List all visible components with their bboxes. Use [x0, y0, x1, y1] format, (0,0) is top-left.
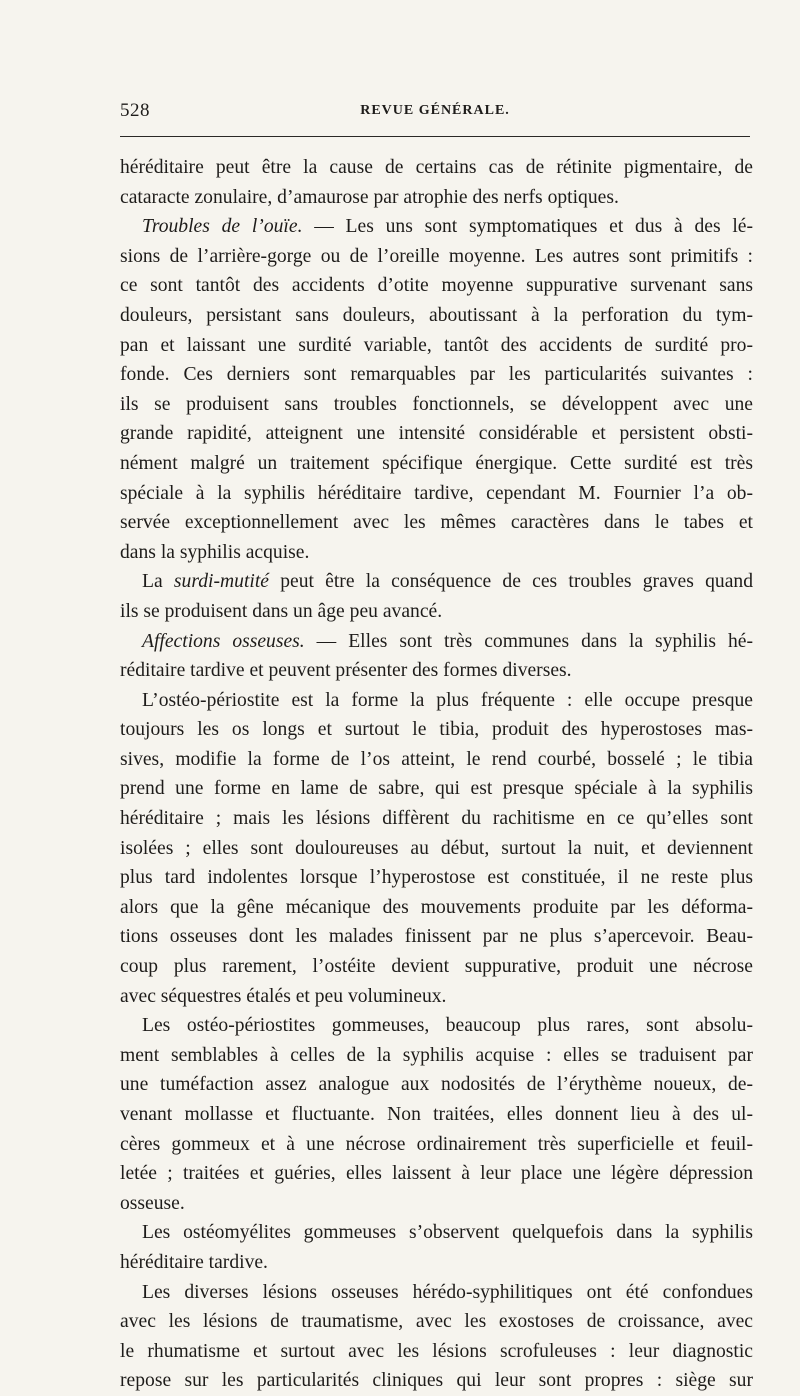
text-line: ce sont tantôt des accidents d’otite moyenne suppurative survenant sans	[120, 275, 753, 297]
text-line: sives, modifie la forme de l’os atteint, le rend courbé, bosselé ; le tibia	[120, 748, 753, 770]
text-line: héréditaire peut être la cause de certains cas de rétinite pigmentaire, de	[120, 157, 753, 178]
text-line: héréditaire tardive.	[120, 1251, 268, 1273]
text-run: — Elles sont très communes dans la syphilis hé-	[304, 630, 753, 652]
text-run: peut être la conséquence de ces troubles graves quand	[268, 571, 753, 593]
text-line: isolées ; elles sont douloureuses au début, surtout la nuit, et deviennent	[120, 837, 753, 859]
text-line: une tuméfaction assez analogue aux nodosités de l’érythème noueux, de-	[120, 1074, 753, 1096]
header-rule	[120, 136, 750, 137]
text-line: grande rapidité, atteignent une intensité considérable et persistent obsti-	[120, 423, 753, 445]
text-line: sions de l’arrière-gorge ou de l’oreille moyenne. Les autres sont primitifs :	[120, 245, 753, 267]
text-line-paragraph-start	[120, 567, 753, 597]
text-line: avec séquestres étalés et peu volumineux.	[120, 985, 447, 1007]
text-run: La	[142, 571, 174, 593]
section-title-ear-disorders: Troubles de l’ouïe.	[142, 216, 303, 238]
text-line: coup plus rarement, l’ostéite devient suppurative, produit une nécrose	[120, 956, 753, 978]
text-line: plus tard indolentes lorsque l’hyperostose est constituée, il ne reste plus	[120, 867, 753, 889]
text-line: spéciale à la syphilis héréditaire tardive, cependant M. Fournier l’a ob-	[120, 482, 753, 504]
running-title: REVUE GÉNÉRALE.	[360, 103, 510, 118]
text-line: ils se produisent dans un âge peu avancé.	[120, 600, 443, 622]
text-line: le rhumatisme et surtout avec les lésions scrofuleuses : leur diagnostic	[120, 1340, 753, 1362]
text-line-section-heading	[120, 212, 753, 242]
text-line-section-heading	[120, 627, 753, 657]
text-line: avec les lésions de traumatisme, avec les exostoses de croissance, avec	[120, 1311, 753, 1333]
text-line: cataracte zonulaire, d’amaurose par atrophie des nerfs optiques.	[120, 186, 619, 208]
section-title-bone-disorders: Affections osseuses.	[142, 630, 305, 652]
text-line: servée exceptionnellement avec les mêmes caractères dans le tabes et	[120, 512, 753, 534]
page-number: 528	[120, 100, 150, 121]
text-line: toujours les os longs et surtout le tibia, produit des hyperostoses mas-	[120, 719, 753, 741]
text-line: ils se produisent sans troubles fonctionnels, se développent avec une	[120, 393, 753, 415]
body-text	[120, 153, 753, 1396]
text-line: osseuse.	[120, 1192, 185, 1214]
text-line-paragraph-start: Les diverses lésions osseuses hérédo-syphilitiques ont été confondues	[142, 1281, 753, 1303]
text-line: tions osseuses dont les malades finissent par ne plus s’apercevoir. Beau-	[120, 926, 753, 948]
text-line: ment semblables à celles de la syphilis acquise : elles se traduisent par	[120, 1044, 753, 1066]
text-line: dans la syphilis acquise.	[120, 541, 310, 563]
text-line: letée ; traitées et guéries, elles laissent à leur place une légère dépression	[120, 1163, 753, 1185]
term-surdi-mutite: surdi-mutité	[173, 571, 269, 593]
text-line: venant mollasse et fluctuante. Non traitées, elles donnent lieu à des ul-	[120, 1104, 753, 1125]
running-head	[120, 100, 750, 126]
text-line-paragraph-start: Les ostéo-périostites gommeuses, beaucoup plus rares, sont absolu-	[142, 1015, 753, 1037]
text-line: cères gommeux et à une nécrose ordinairement très superficielle et feuil-	[120, 1133, 753, 1155]
text-line: pan et laissant une surdité variable, tantôt des accidents de surdité pro-	[120, 334, 753, 356]
text-line: nément malgré un traitement spécifique énergique. Cette surdité est très	[120, 452, 753, 474]
text-line: repose sur les particularités cliniques qui leur sont propres : siège sur	[120, 1370, 753, 1392]
text-line: prend une forme en lame de sabre, qui est presque spéciale à la syphilis	[120, 778, 753, 800]
text-line: fonde. Ces derniers sont remarquables par les particularités suivantes :	[120, 364, 753, 386]
text-line: réditaire tardive et peuvent présenter des formes diverses.	[120, 660, 572, 682]
text-line: alors que la gêne mécanique des mouvements produite par les déforma-	[120, 896, 753, 918]
text-line-paragraph-start: L’ostéo-périostite est la forme la plus fréquente : elle occupe presque	[142, 689, 753, 711]
text-line: douleurs, persistant sans douleurs, aboutissant à la perforation du tym-	[120, 304, 753, 326]
text-line: héréditaire ; mais les lésions diffèrent du rachitisme en ce qu’elles sont	[120, 808, 753, 830]
text-run: — Les uns sont symptomatiques et dus à des lé-	[302, 216, 754, 238]
text-line-paragraph-start: Les ostéomyélites gommeuses s’observent quelquefois dans la syphilis	[142, 1222, 753, 1244]
